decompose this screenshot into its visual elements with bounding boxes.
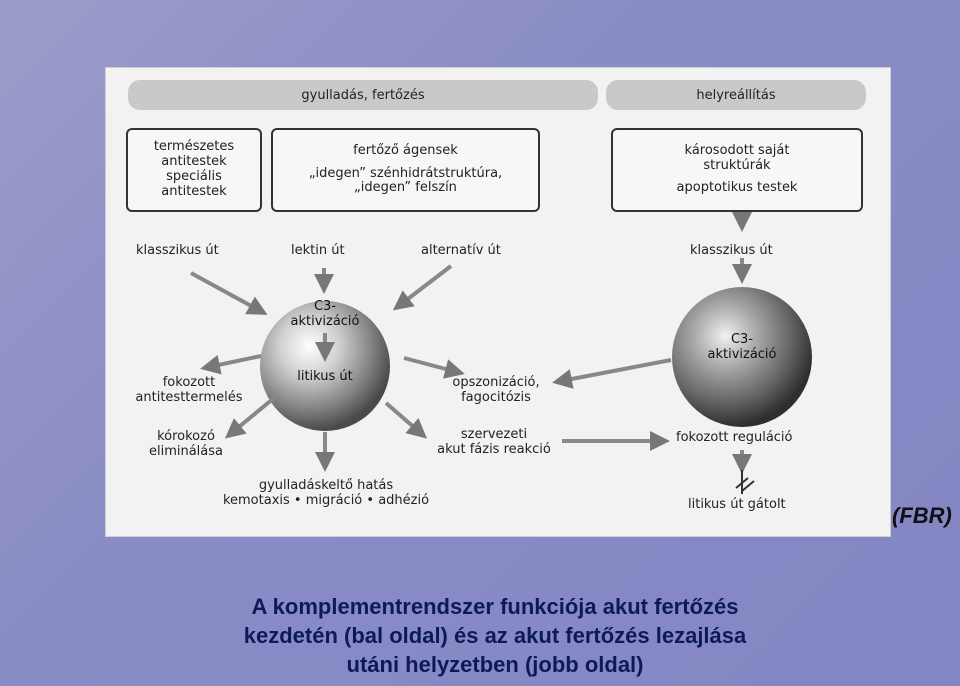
label-acute-phase [424,428,564,458]
line-2: aktivizáció [707,346,777,362]
line-1: gyulladáskeltő hatás [258,478,394,493]
line-2: antitestek [161,154,227,170]
label-lectin: lektin út [291,243,345,258]
label-pathogen-elimination [131,430,241,460]
label-lytic-blocked: litikus út gátolt [688,497,786,512]
box-damaged-structures [611,128,863,212]
label-antibody-production [124,376,254,406]
line-2: fagocitózis [461,389,531,405]
line-1: fokozott [162,375,216,390]
line-2: struktúrák [703,157,771,173]
caption-line-3: utáni helyzetben (jobb oldal) [346,652,644,677]
label-alternative: alternatív út [421,243,501,258]
caption-line-1: A komplementrendszer funkciója akut fertőzés [251,594,739,619]
line-4: antitestek [161,183,227,199]
caption-line-2: kezdetén (bal oldal) és az akut fertőzés lezajlása [243,623,747,648]
header-inflammation: gyulladás, fertőzés [128,80,598,110]
line-2: „idegen” szénhidrátstruktúra, [308,165,503,181]
line-1: károsodott saját [684,142,790,158]
box-infective-agents [271,128,540,212]
line-2: akut fázis reakció [437,441,551,457]
line-1: C3- [313,299,337,314]
line-1: opszonizáció, [452,375,540,390]
label-classical-left: klasszikus út [136,243,219,258]
sphere-right-label [697,333,787,363]
slide-caption [150,592,840,679]
source-tag: (FBR) [892,503,952,528]
box-natural-antibodies [126,128,262,212]
line-2: kemotaxis • migráció • adhézió [222,492,430,508]
lytic-label: litikus út [297,369,353,384]
line-2: eliminálása [148,443,224,459]
line-3: apoptotikus testek [676,180,798,196]
label-opsonization [436,376,556,406]
line-1: fertőző ágensek [353,142,458,158]
line-1: kórokozó [157,429,215,444]
blocked-mark [736,470,754,494]
line-2: aktivizáció [290,313,360,329]
line-1: C3- [730,332,754,347]
header-recovery: helyreállítás [606,80,866,110]
label-inflammatory-effect [196,479,456,509]
line-3: „idegen” felszín [354,180,457,196]
line-3: speciális [166,169,222,184]
label-regulation: fokozott reguláció [676,430,793,445]
line-1: szervezeti [460,427,528,442]
line-2: antitesttermelés [135,389,243,405]
line-1: természetes [153,139,235,155]
sphere-left-label [280,300,370,330]
label-classical-right: klasszikus út [690,243,773,258]
complement-diagram [105,67,891,537]
